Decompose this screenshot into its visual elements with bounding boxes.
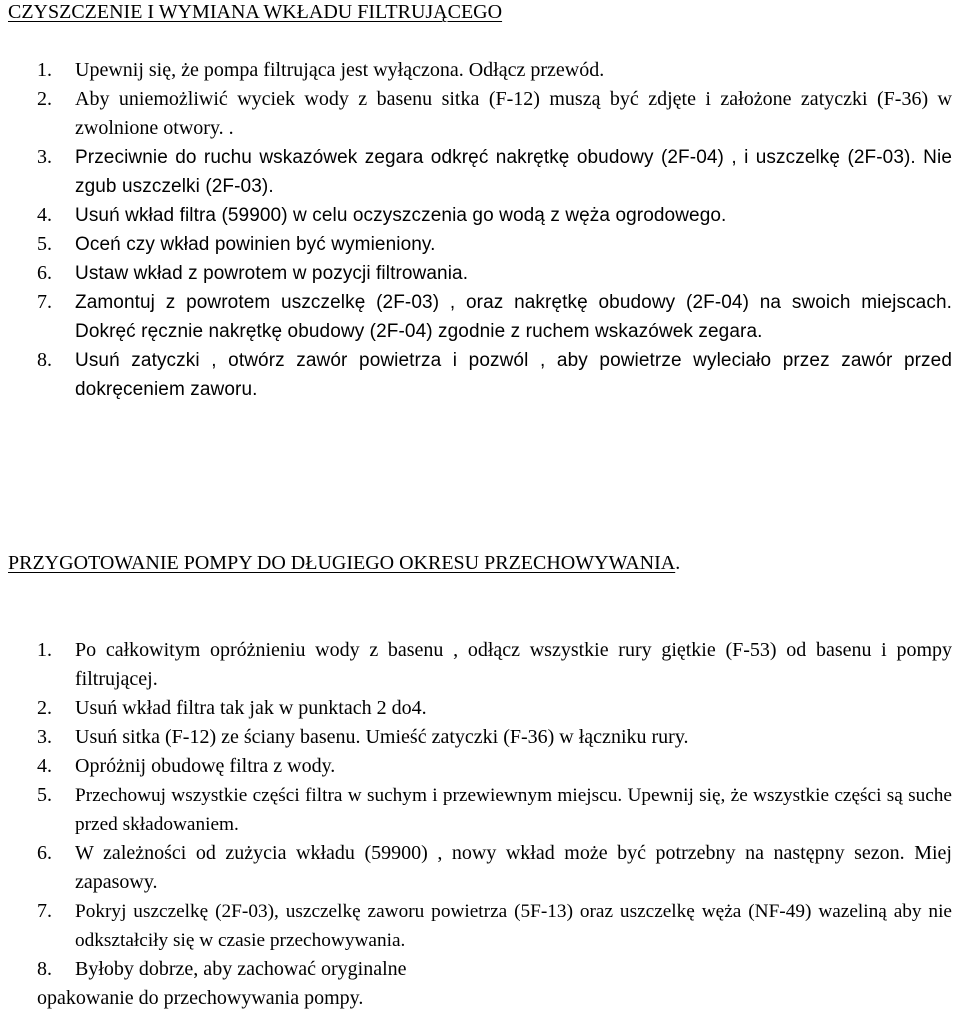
cleaning-steps-list <box>0 56 952 404</box>
step-text: Pokryj uszczelkę (2F-03), uszczelkę zaworu powietrza (5F-13) oraz uszczelkę węża (NF-49) wazeliną aby nie odkształciły się w czasie przechowywania. <box>75 901 952 951</box>
list-item <box>0 636 952 694</box>
list-item <box>0 752 952 781</box>
list-item <box>0 694 952 723</box>
section-heading-cleaning <box>8 0 502 27</box>
list-item <box>0 288 952 346</box>
list-item <box>0 346 952 404</box>
section-heading-storage <box>8 549 680 578</box>
step-text: Usuń wkład filtra tak jak w punktach 2 do4. <box>75 697 427 719</box>
step-number: 5. <box>37 233 52 255</box>
step-number: 3. <box>37 146 52 168</box>
step-text: Aby uniemożliwić wyciek wody z basenu sitka (F-12) muszą być zdjęte i założone zatyczki (F-36) w zwolnione otwory. . <box>75 88 952 139</box>
section-heading-cleaning-text: CZYSZCZENIE I WYMIANA WKŁADU FILTRUJĄCEGO <box>8 1 503 23</box>
step-number: 7. <box>37 291 52 313</box>
step-text: Po całkowitym opróżnieniu wody z basenu , odłącz wszystkie rury giętkie (F-53) od basenu i pompy filtrującej. <box>75 639 952 690</box>
step-number: 8. <box>37 349 52 371</box>
step-number: 2. <box>37 88 52 110</box>
list-item <box>0 897 952 955</box>
storage-steps-list <box>0 636 952 1013</box>
step-text: Usuń wkład filtra (59900) w celu oczyszczenia go wodą z węża ogrodowego. <box>75 205 727 226</box>
step-number: 6. <box>37 262 52 284</box>
step-number: 6. <box>37 842 52 864</box>
step-text: Usuń zatyczki , otwórz zawór powietrza i pozwól , aby powietrze wyleciało przez zawór przed dokręceniem zaworu. <box>75 350 952 400</box>
step-number: 5. <box>37 784 52 806</box>
list-item <box>0 85 952 143</box>
list-item <box>0 201 952 230</box>
step-text: Oceń czy wkład powinien być wymieniony. <box>75 234 436 255</box>
step-number: 2. <box>37 697 52 719</box>
step-number: 4. <box>37 204 52 226</box>
step-text: Upewnij się, że pompa filtrująca jest wyłączona. Odłącz przewód. <box>75 59 605 81</box>
step-text: Zamontuj z powrotem uszczelkę (2F-03) , oraz nakrętkę obudowy (2F-04) na swoich miejscach. Dokręć ręcznie nakrętkę obudowy (2F-04) zgodnie z ruchem wskazówek zegara. <box>75 292 952 342</box>
step-number: 3. <box>37 726 52 748</box>
step-number: 4. <box>37 755 52 777</box>
step-text: Byłoby dobrze, aby zachować oryginalne <box>75 958 407 980</box>
section-heading-storage-text: PRZYGOTOWANIE POMPY DO DŁUGIEGO OKRESU PRZECHOWYWANIA <box>8 552 676 574</box>
step-text: W zależności od zużycia wkładu (59900) , nowy wkład może być potrzebny na następny sezon. Miej zapasowy. <box>75 842 952 893</box>
step-number: 8. <box>37 958 52 980</box>
step-text: Ustaw wkład z powrotem w pozycji filtrowania. <box>75 263 469 284</box>
list-item <box>0 839 952 897</box>
list-item <box>0 56 952 85</box>
step-number: 1. <box>37 639 52 661</box>
list-item <box>0 955 952 1013</box>
step-text: Usuń sitka (F-12) ze ściany basenu. Umieść zatyczki (F-36) w łączniku rury. <box>75 726 689 748</box>
step-text: Przeciwnie do ruchu wskazówek zegara odkręć nakrętkę obudowy (2F-04) , i uszczelkę (2F-03). Nie zgub uszczelki (2F-03). <box>75 147 952 197</box>
list-item <box>0 723 952 752</box>
list-item <box>0 259 952 288</box>
list-item <box>0 143 952 201</box>
step-text: Przechowuj wszystkie części filtra w suchym i przewiewnym miejscu. Upewnij się, że wszystkie części są suche przed składowaniem. <box>75 785 952 835</box>
step-number: 1. <box>37 59 52 81</box>
step-text: Opróżnij obudowę filtra z wody. <box>75 755 336 777</box>
section-heading-storage-trail: . <box>675 552 681 574</box>
list-item <box>0 781 952 839</box>
step-number: 7. <box>37 900 52 922</box>
step-text-continuation: opakowanie do przechowywania pompy. <box>37 987 364 1009</box>
list-item <box>0 230 952 259</box>
